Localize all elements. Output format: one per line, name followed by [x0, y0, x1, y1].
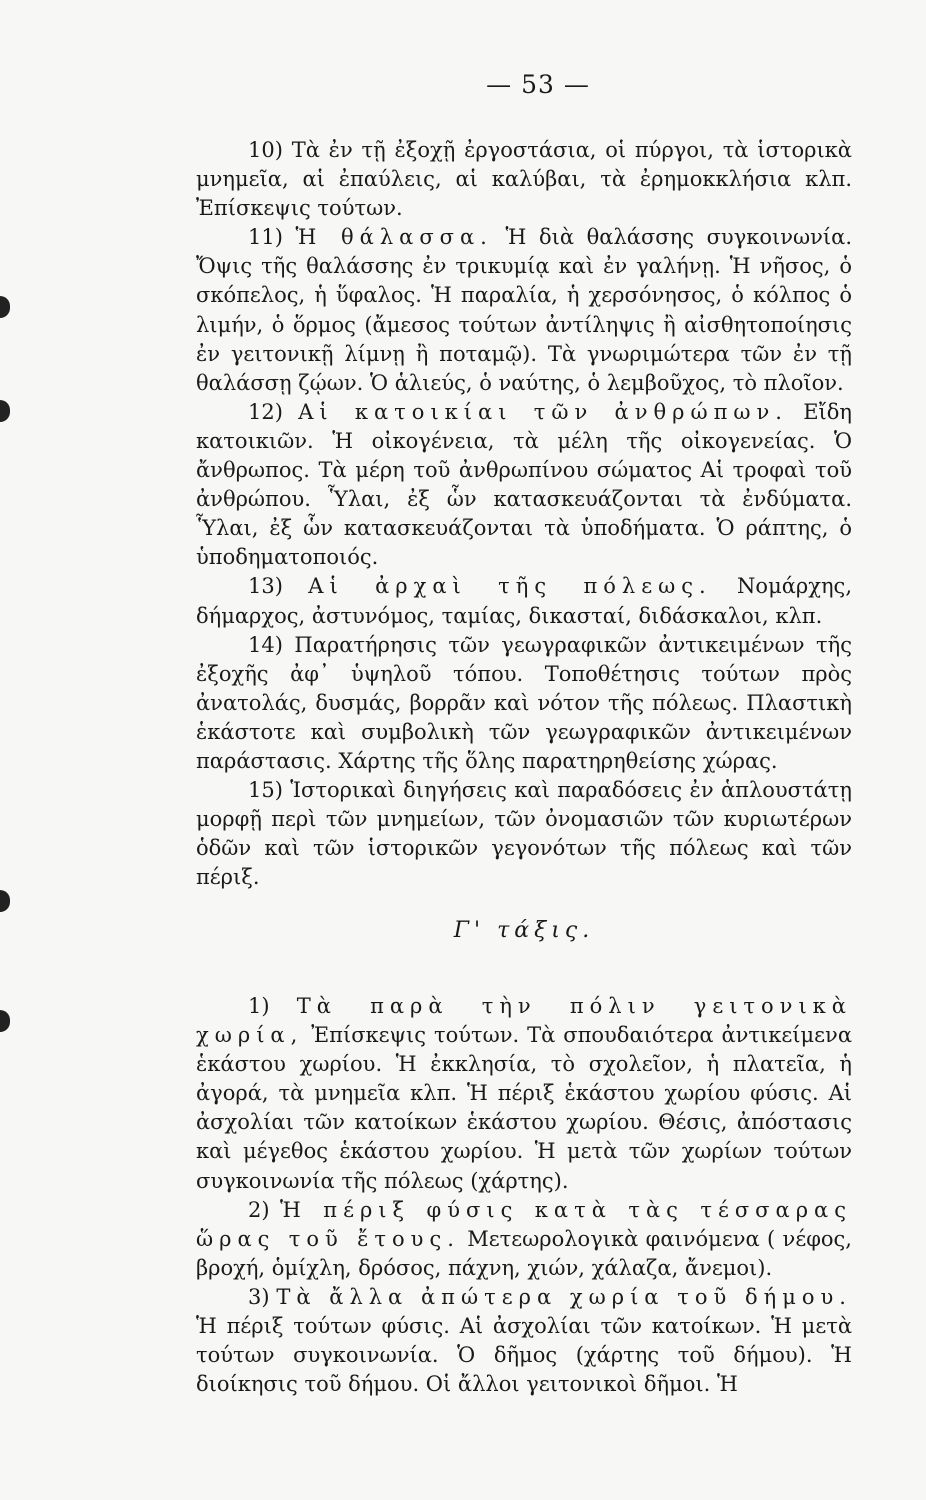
section-heading: Γ' τάξις.: [453, 918, 595, 943]
paragraph-11: 11) Ἡ θάλασσα. Ἡ διὰ θαλάσσης συγκοινωνία. Ὄψις τῆς θαλάσσης ἐν τρικυμίᾳ καὶ ἐν γαλήνῃ. Ἡ νῆσος, ὁ σκόπελος, ἡ ὕφαλος. Ἡ παραλία, ἡ χερσόνησος, ὁ κόλπος ὁ λιμήν, ὁ ὅρμος (ἄμεσος τούτων ἀντίληψις ἢ αἰσθητοποίησις ἐν γειτονικῇ λίμνῃ ἢ ποταμῷ). Τὰ γνωριμώτερα τῶν ἐν τῇ θαλάσσῃ ζῴων. Ὁ ἁλιεύς, ὁ ναύτης, ὁ λεμβοῦχος, τὸ πλοῖον.: [196, 225, 852, 395]
paragraph-10: 10) Τὰ ἐν τῇ ἐξοχῇ ἐργοστάσια, οἱ πύργοι, τὰ ἱστορικὰ μνημεῖα, αἱ ἐπαύλεις, αἱ καλύβαι, τὰ ἐρημοκκλήσια κλπ. Ἐπίσκεψις τούτων.: [196, 138, 852, 221]
binding-hole: [0, 890, 10, 912]
page-number: — 53 —: [486, 70, 590, 99]
section-b-text: [196, 136, 852, 892]
paragraph-c3: 3) Τὰ ἄλλα ἀπώτερα χωρία τοῦ δήμου. Ἡ πέριξ τούτων φύσις. Αἱ ἀσχολίαι τῶν κατοίκων. Ἡ μετὰ τούτων συγκοινωνία. Ὁ δῆμος (χάρτης τοῦ δήμου). Ἡ διοίκησις τοῦ δήμου. Οἱ ἄλλοι γειτονικοὶ δῆμοι. Ἡ: [196, 1284, 852, 1397]
paragraph-13: 13) Αἱ ἀρχαὶ τῆς πόλεως. Νομάρχης, δήμαρχος, ἀστυνόμος, ταμίας, δικασταί, διδάσκαλοι, κλπ.: [196, 574, 852, 628]
binding-hole: [0, 400, 10, 422]
paragraph-14: 14) Παρατήρησις τῶν γεωγραφικῶν ἀντικειμένων τῆς ἐξοχῆς ἀφ᾽ ὑψηλοῦ τόπου. Τοποθέτησις τούτων πρὸς ἀνατολάς, δυσμάς, βορρᾶν καὶ νότον τῆς πόλεως. Πλαστικὴ ἑκάστοτε καὶ συμβολικὴ τῶν γεωγραφικῶν ἀντικειμένων παράστασις. Χάρτης τῆς ὅλης παρατηρηθείσης χώρας.: [196, 632, 852, 773]
binding-hole: [0, 296, 10, 318]
paragraph-c2: 2) Ἡ πέριξ φύσις κατὰ τὰς τέσσαρας ὥρας τοῦ ἔτους. Μετεωρολογικὰ φαινόμενα ( νέφος, βροχή, ὁμίχλη, δρόσος, πάχνη, χιών, χάλαζα, ἄνεμοι).: [196, 1197, 852, 1280]
paragraph-12: 12) Αἱ κατοικίαι τῶν ἀνθρώπων. Εἴδη κατοικιῶν. Ἡ οἰκογένεια, τὰ μέλη τῆς οἰκογενείας. Ὁ ἄνθρωπος. Τὰ μέρη τοῦ ἀνθρωπίνου σώματος Αἱ τροφαὶ τοῦ ἀνθρώπου. Ὗλαι, ἐξ ὧν κατασκευάζονται τὰ ἐνδύματα. Ὗλαι, ἐξ ὧν κατασκευάζονται τὰ ὑποδήματα. Ὁ ράπτης, ὁ ὑποδηματοποιός.: [196, 399, 853, 570]
paragraph-c1: 1) Τὰ παρὰ τὴν πόλιν γειτονικὰ χωρία, Ἐπίσκεψις τούτων. Τὰ σπουδαιότερα ἀντικείμενα ἑκάστου χωρίου. Ἡ ἐκκλησία, τὸ σχολεῖον, ἡ πλατεῖα, ἡ ἀγορά, τὰ μνημεῖα κλπ. Ἡ πέριξ ἑκάστου χωρίου φύσις. Αἱ ἀσχολίαι τῶν κατοίκων ἑκάστου χωρίου. Θέσις, ἀπόστασις καὶ μέγεθος ἑκάστου χωρίου. Ἡ μετὰ τῶν χωρίων τούτων συγκοινωνία τῆς πόλεως (χάρτης).: [196, 994, 852, 1193]
binding-hole: [0, 1010, 10, 1032]
section-c-text: [196, 992, 852, 1399]
paragraph-15: 15) Ἱστορικαὶ διηγήσεις καὶ παραδόσεις ἐν ἁπλουστάτῃ μορφῇ περὶ τῶν μνημείων, τῶν ὀνομασιῶν τῶν κυριωτέρων ὁδῶν καὶ τῶν ἱστορικῶν γεγονότων τῆς πόλεως καὶ τῶν πέριξ.: [196, 778, 852, 890]
